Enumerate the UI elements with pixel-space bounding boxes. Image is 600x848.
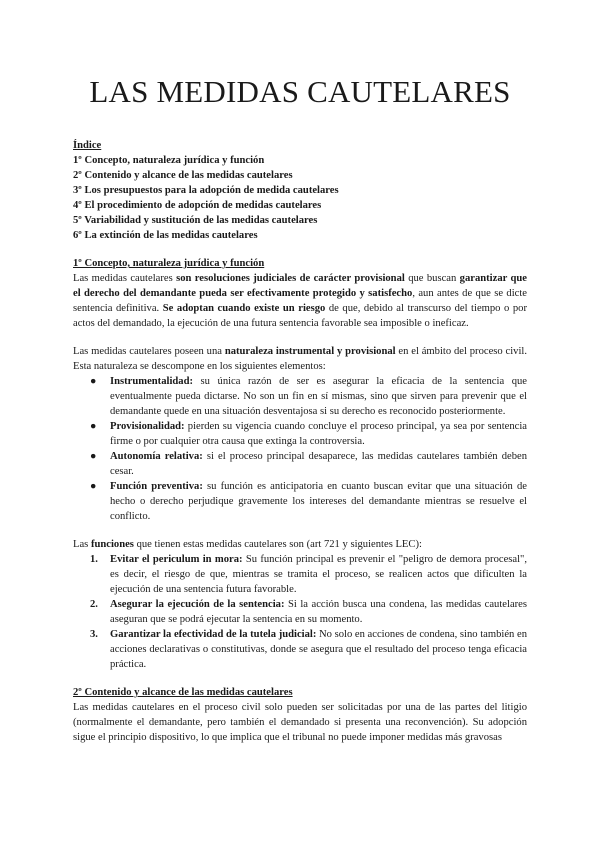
- list-number: 3.: [90, 629, 98, 640]
- list-item-text: su única razón de ser es asegurar la eficacia de la sentencia que eventualmente pueda dictarse. No son un fin en sí mismas, sino que sirven para prevenir que el demandante quede en una situación desventajosa si su derecho es reconocido posteriormente.: [110, 376, 527, 417]
- list-item-term: Asegurar la ejecución de la sentencia:: [110, 599, 285, 610]
- list-number: 2.: [90, 599, 98, 610]
- document-body: [73, 138, 527, 745]
- document-title: LAS MEDIDAS CAUTELARES: [89, 74, 511, 109]
- list-item: [73, 479, 527, 524]
- bullet-icon: ●: [90, 481, 97, 492]
- list-item-term: Instrumentalidad:: [110, 376, 193, 387]
- functions-list: [73, 552, 527, 672]
- list-item-term: Garantizar la efectividad de la tutela judicial:: [110, 629, 317, 640]
- list-item: [73, 449, 527, 479]
- text-run: , aun antes de que se dicte sentencia definitiva.: [73, 288, 527, 314]
- list-item-term: Autonomía relativa:: [110, 451, 203, 462]
- index-item: 6º La extinción de las medidas cautelares: [73, 230, 258, 241]
- text-run: de que, debido al transcurso del tiempo o por actos del demandado, la ejecución de una futura sentencia favorable sea imposible o ineficaz.: [73, 303, 527, 329]
- list-item: [73, 627, 527, 672]
- index-item: 5º Variabilidad y sustitución de las medidas cautelares: [73, 215, 318, 226]
- list-item-term: Evitar el periculum in mora:: [110, 554, 243, 565]
- bullet-icon: ●: [90, 376, 97, 387]
- list-item-text: Su función principal es prevenir el "peligro de demora procesal", es decir, el riesgo de que, mientras se tramita el proceso, se realicen actos que dificulten la ejecución de una sentencia futura favorable.: [110, 554, 528, 595]
- list-item-text: No solo en acciones de condena, sino también en acciones declarativas o constitutivas, donde se asegura que el resultado del proceso tenga eficacia práctica.: [110, 629, 527, 670]
- index-block: [73, 138, 527, 243]
- list-item-text: si el proceso principal desaparece, las medidas cautelares también deben cesar.: [110, 451, 527, 477]
- bold-run: naturaleza instrumental y provisional: [224, 346, 396, 357]
- text-run: que tienen estas medidas cautelares son (art 721 y siguientes LEC):: [133, 539, 422, 550]
- list-item: [73, 552, 527, 597]
- list-item-text: su función es anticipatoria en cuanto buscan evitar que una situación de hecho o derecho perjudique gravemente los intereses del demandante mientras se resuelve el conflicto.: [110, 481, 527, 522]
- list-item-term: Provisionalidad:: [110, 421, 185, 432]
- list-item-term: Función preventiva:: [110, 481, 203, 492]
- list-item-text: pierden su vigencia cuando concluye el proceso principal, ya sea por sentencia firme o por cualquier otra causa que extinga la controversia.: [110, 421, 527, 447]
- text-run: en el ámbito del proceso civil. Esta naturaleza se descompone en los siguientes elementos:: [73, 346, 527, 372]
- section-2-paragraph-1: Las medidas cautelares en el proceso civil solo pueden ser solicitadas por una de las partes del litigio (normalmente el demandante, pero también el demandado si presenta una reconvención). Su adopción sigue el principio dispositivo, lo que implica que el tribunal no puede imponer medidas más gravosas: [73, 702, 527, 743]
- section-1-paragraph-2: [73, 344, 527, 374]
- index-item: 1º Concepto, naturaleza jurídica y función: [73, 155, 265, 166]
- bold-run: funciones: [90, 539, 134, 550]
- bold-run: Se adoptan cuando existe un riesgo: [162, 303, 326, 314]
- index-item: 2º Contenido y alcance de las medidas cautelares: [73, 170, 293, 181]
- index-item: 3º Los presupuestos para la adopción de medida cautelares: [73, 185, 339, 196]
- text-run: Las medidas cautelares: [73, 273, 177, 284]
- section-2-heading: 2º Contenido y alcance de las medidas cautelares: [73, 687, 293, 698]
- nature-elements-list: [73, 374, 527, 524]
- text-run: que buscan: [404, 273, 460, 284]
- index-item: 4º El procedimiento de adopción de medidas cautelares: [73, 200, 322, 211]
- section-1-paragraph-1: [73, 271, 527, 331]
- section-1-heading: 1º Concepto, naturaleza jurídica y función: [73, 258, 265, 269]
- list-item: [73, 597, 527, 627]
- list-item-text: Si la acción busca una condena, las medidas cautelares aseguran que se podrá ejecutar la sentencia en su momento.: [110, 599, 527, 625]
- list-item: [73, 419, 527, 449]
- text-run: Las: [73, 539, 91, 550]
- bold-run: son resoluciones judiciales de carácter provisional: [176, 273, 405, 284]
- section-1-paragraph-3: [73, 537, 527, 552]
- text-run: Las medidas cautelares poseen una: [73, 346, 225, 357]
- list-item: [73, 374, 527, 419]
- bullet-icon: ●: [90, 451, 97, 462]
- index-heading: Índice: [73, 140, 102, 151]
- bullet-icon: ●: [90, 421, 97, 432]
- list-number: 1.: [90, 554, 98, 565]
- bold-run: garantizar que el derecho del demandante pueda ser efectivamente protegido y satisfecho: [73, 273, 527, 299]
